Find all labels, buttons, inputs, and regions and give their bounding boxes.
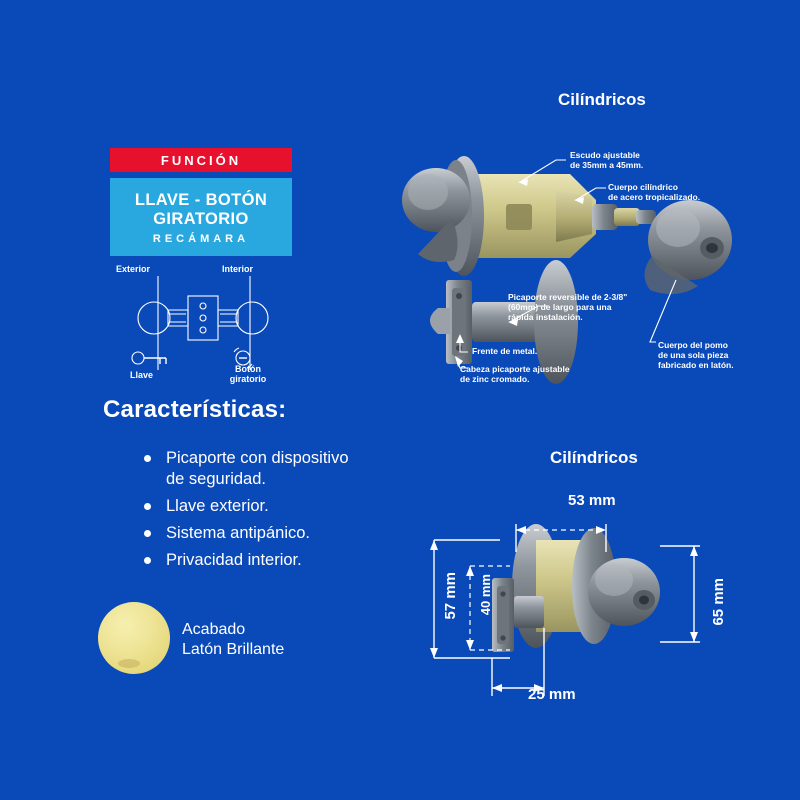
left-column [0,0,360,800]
exterior-label: Exterior [116,264,151,274]
finish-caption-line2: Latón Brillante [182,641,285,658]
door-function-diagram [110,264,300,384]
callout-picaporte: Picaporte reversible de 2-3/8" (60mm) de largo para una rápida instalación. [508,292,628,322]
function-line-3: RECÁMARA [152,233,250,245]
dimensions-view-title: Cilíndricos [550,448,638,467]
turn-button-label-line1: Botón [235,364,261,374]
interior-label: Interior [222,264,254,274]
callout-frente-metal: Frente de metal. [472,346,538,356]
features-title: Características: [103,396,287,423]
function-line-1: LLAVE - BOTÓN [134,191,268,209]
callout-escudo: Escudo ajustable de 35mm a 45mm. [570,150,644,170]
right-column [360,0,800,800]
callout-cuerpo-pomo: Cuerpo del pomo de una sola pieza fabricado en latón. [658,340,734,370]
turn-button-label-line2: giratorio [229,374,267,384]
features-list [100,448,350,577]
callout-cabeza-picaporte: Cabeza picaporte ajustable de zinc cromado. [460,364,570,384]
turn-button-label [218,364,278,384]
feature-item: Picaporte con dispositivo de seguridad. [140,448,350,490]
function-panel [110,178,292,256]
dimension-right: 65 mm [710,578,727,626]
finish-caption-line1: Acabado [182,621,246,638]
finish-caption [182,620,284,660]
function-line-2: GIRATORIO [153,210,249,228]
funcion-badge [110,148,292,172]
feature-item: Llave exterior. [140,496,350,517]
exploded-view-title: Cilíndricos [558,90,646,109]
finish-color-swatch [98,602,170,674]
dimension-left-outer: 57 mm [442,572,459,620]
dimension-left-inner: 40 mm [478,574,493,616]
dimension-top: 53 mm [568,492,616,509]
funcion-badge-label: FUNCIÓN [160,152,242,168]
callout-cuerpo-cilindrico: Cuerpo cilíndrico de acero tropicalizado. [608,182,701,202]
feature-item: Privacidad interior. [140,550,350,571]
feature-item: Sistema antipánico. [140,523,350,544]
dimensions-illustration [360,500,800,760]
dimension-bottom: 25 mm [528,686,576,703]
key-label: Llave [130,370,154,380]
